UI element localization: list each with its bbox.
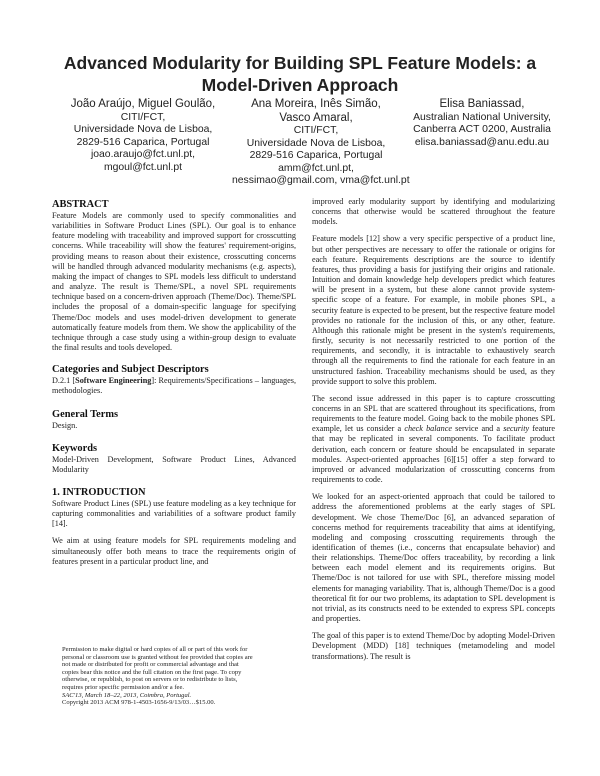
general-terms-text: Design. [52, 420, 78, 430]
author-email: mgoul@fct.unl.pt [103, 161, 183, 173]
category-code: D.2.1 [ [52, 376, 76, 386]
author-block-2 [232, 98, 410, 188]
category-name: Software Engineering [75, 376, 152, 386]
copyright-footnote [62, 646, 284, 707]
emphasis-run: security [503, 424, 530, 434]
footnote-line: personal or classroom use is granted without fee provided that copies are [62, 653, 253, 661]
footnote-copyright: Copyright 2013 ACM 978-1-4503-1656-9/13/03…$15.00. [62, 699, 216, 707]
author-address: Canberra ACT 0200, Australia [413, 124, 551, 135]
title-line-2: Model-Driven Approach [201, 75, 399, 95]
author-address: 2829-516 Caparica, Portugal [76, 136, 210, 148]
author-names: Ana Moreira, Inês Simão, [251, 98, 381, 110]
footnote-line: requires prior specific permission and/or a fee. [62, 683, 184, 691]
abstract-text: Feature Models are commonly used to specify commonalities and variabilities in Software Product Lines (SPL). Our goal is to enhance feature modeling with traceability and improved support for crosscutting concerns. While traceability will show the features' requirement-origins, providing means to reason about their existence, crosscutting concerns will be handled through advanced modularity mechanisms (e.g. aspects), making the impact of changes to SPL models less difficult to understand and analyze. The result is Theme/SPL, a novel SPL requirements technique based on a concern-driven approach (Theme/Doc). Theme/SPL includes the proposal of a domain-specific language for specifying Theme/Doc models and uses model-driven development to generate automatically feature models from them. We show the applicability of the technique through a case study using a within-group design to evaluate the final results and tools developed. [52, 211, 296, 353]
author-affiliation: Universidade Nova de Lisboa, [73, 124, 213, 135]
paper-title [40, 52, 560, 96]
right-paragraph-1: improved early modularity support by identifying and modularizing concerns that otherwise would be scattered throughout the feature models. [312, 197, 555, 227]
footnote-line: copies bear this notice and the full citation on the first page. To copy [62, 668, 242, 676]
text-run: The second issue addressed in this paper is to capture crosscutting concerns in an SPL that are scattered throughout its specifications, from requirements to the feature model. Going back to the mobile phones SPL example, let us consider a [312, 393, 555, 434]
author-affiliation: CITI/FCT, [293, 125, 339, 136]
left-column [52, 199, 296, 567]
author-names: João Araújo, Miguel Goulão, [70, 98, 216, 110]
text-run: service and a [452, 424, 504, 434]
intro-paragraph-2: We aim at using feature models for SPL requirements modeling and simultaneously offer both means to trace the requirements origin of features present in a particular product line, and [52, 536, 296, 566]
emphasis-run: check balance [404, 424, 452, 434]
introduction-heading: 1. INTRODUCTION [52, 486, 146, 498]
author-address: 2829-516 Caparica, Portugal [249, 150, 383, 161]
keywords-text: Model-Driven Development, Software Product Lines, Advanced Modularity [52, 454, 296, 474]
categories-heading: Categories and Subject Descriptors [52, 364, 209, 376]
footnote-line: not made or distributed for profit or commercial advantage and that [62, 661, 239, 669]
right-paragraph-2: Feature models [12] show a very specific perspective of a product line, but other perspectives are necessary to offer the rationale or origins for each feature. Requirements descriptions are the source to identify features, thus providing a basis for justifying their origins and rationale. Intuition and domain knowledge help developers predict which features will be present in a system, but these alone cannot provide system-specific scope of a feature. For example, in mobile phones SPL, a security feature is expected to be present, but the respective feature model provides no rationale for the inclusion of this, or any other, feature. Although this rationale might be present in the system's requirements, firstly, security is not necessarily restricted to one portion of the requirements, and secondly, it is intractable to exhaustively search through all the requirements to find the rationale for each feature in an unstructured fashion. Traceability mechanisms should be used, as they provide support to solve this problem. [312, 234, 555, 386]
footnote-line: Permission to make digital or hard copies of all or part of this work for [62, 646, 248, 653]
author-affiliation: Australian National University, [413, 111, 551, 123]
right-paragraph-4: We looked for an aspect-oriented approach that could be tailored to address the aforementioned problems at the early stages of SPL development. We chose Theme/Doc [6], an advanced separation of concerns method for requirements traceability that aims at identifying, modeling and composing crosscutting requirements through the identification of themes (i.e., concerns that encapsulate behavior) and their relationships. Theme/Doc offers traceability, by recording a link between each model element and its requirements origins. But Theme/Doc is not tailored for use with SPL, therefore missing model elements for managing variability. That is, although Theme/Doc is a good theoretical fit for our two problems, its adaptation to SPL development is not trivial, as its constructs need to be extended to express SPL concepts and properties. [312, 492, 555, 624]
author-email: joao.araujo@fct.unl.pt, [90, 149, 196, 160]
abstract-heading: ABSTRACT [52, 199, 109, 210]
author-email: nessimao@gmail.com, vma@fct.unl.pt [232, 175, 410, 186]
text-run: feature that may be replicated in several components. To facilitate product derivation, each concern or feature should be encapsulated in separate modules. Aspect-oriented approaches [6][15] offer a step forward to improved or advanced modularization of crosscutting concerns from requirements to code. [312, 424, 555, 485]
author-names: Elisa Baniassad, [439, 98, 525, 110]
author-email: amm@fct.unl.pt, [278, 162, 354, 174]
keywords-heading: Keywords [52, 442, 98, 454]
right-paragraph-5: The goal of this paper is to extend Theme/Doc by adopting Model-Driven Development (MDD) [18] techniques (metamodeling and model transformations). The result is [312, 631, 555, 661]
footnote-venue: SAC'13, March 18–22, 2013, Coimbra, Portugal. [62, 691, 192, 699]
author-affiliation: Universidade Nova de Lisboa, [246, 137, 386, 149]
author-block-3 [396, 98, 568, 149]
right-paragraph-3 [312, 394, 555, 485]
general-terms-heading: General Terms [52, 408, 119, 420]
category-rest: ]: Requirements/Specifications – languages, methodologies. [52, 376, 296, 396]
author-email: elisa.baniassad@anu.edu.au [414, 136, 550, 148]
intro-paragraph-1: Software Product Lines (SPL) use feature modeling as a key technique for capturing commonalities and variabilities of a software product family [14]. [52, 498, 296, 529]
author-names: Vasco Amaral, [279, 111, 353, 124]
footnote-line: otherwise, or republish, to post on servers or to redistribute to lists, [62, 676, 238, 684]
categories-text [52, 376, 296, 396]
right-column [312, 197, 555, 662]
author-affiliation: CITI/FCT, [120, 111, 166, 123]
author-block-1 [48, 98, 238, 174]
title-line-1: Advanced Modularity for Building SPL Feature Models: a [63, 53, 537, 73]
